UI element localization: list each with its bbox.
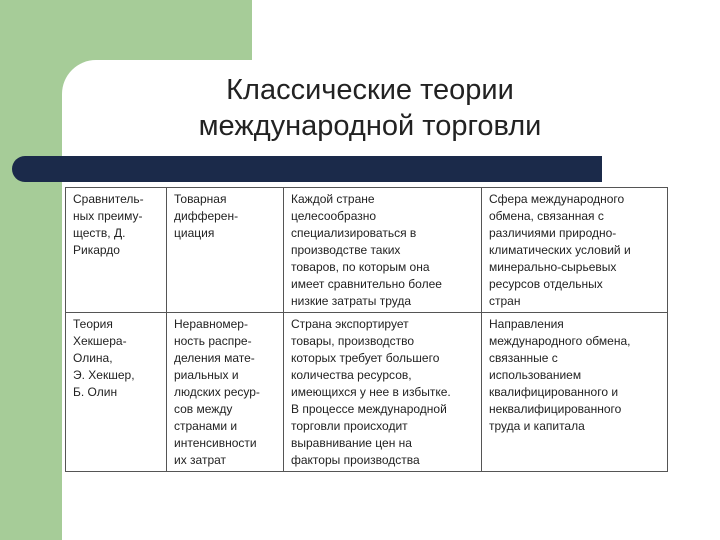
cell-text-line: климатических условий и — [489, 243, 631, 257]
cell-text-line: товары, производство — [291, 334, 415, 348]
table-row — [66, 188, 668, 313]
cell-text-line: сов между — [174, 402, 233, 416]
cell-text-line: стран — [489, 294, 521, 308]
slide-title-line-1: Классические теории — [226, 74, 514, 106]
cell-text-line: ресурсов отдельных — [489, 277, 603, 291]
table-cell-theory — [66, 188, 167, 313]
cell-text-line: Олина, — [73, 351, 113, 365]
title-underline-bar — [12, 156, 602, 182]
cell-text-line: В процессе международной — [291, 402, 447, 416]
cell-text-line: торговли происходит — [291, 419, 408, 433]
table-cell-principle — [284, 313, 482, 472]
cell-text-line: Сфера международного — [489, 192, 625, 206]
cell-text-line: имеющихся у нее в избытке. — [291, 385, 451, 399]
cell-text-line: Страна экспортирует — [291, 317, 409, 331]
slide-title — [150, 72, 590, 144]
cell-text-line: дифферен- — [174, 209, 239, 223]
cell-text-line: Неравномер- — [174, 317, 248, 331]
cell-text-line: риальных и — [174, 368, 239, 382]
cell-text-line: товаров, по которым она — [291, 260, 430, 274]
table-cell-basis — [167, 313, 284, 472]
cell-text-line: низкие затраты труда — [291, 294, 412, 308]
cell-text-line: квалифицированного и — [489, 385, 619, 399]
table-body — [66, 188, 668, 472]
cell-text-line: Товарная — [174, 192, 227, 206]
cell-text-line: международного обмена, — [489, 334, 631, 348]
cell-text-line: которых требует большего — [291, 351, 440, 365]
table-cell-theory — [66, 313, 167, 472]
cell-text-line: количества ресурсов, — [291, 368, 412, 382]
table-cell-basis — [167, 188, 284, 313]
cell-text-line: людских ресур- — [174, 385, 260, 399]
cell-text-line: ность распре- — [174, 334, 252, 348]
cell-text-line: выравнивание цен на — [291, 436, 412, 450]
cell-text-line: ных преиму- — [73, 209, 143, 223]
cell-text-line: труда и капитала — [489, 419, 585, 433]
table-row — [66, 313, 668, 472]
cell-text-line: различиями природно- — [489, 226, 617, 240]
cell-text-line: специализироваться в — [291, 226, 417, 240]
cell-text-line: использованием — [489, 368, 582, 382]
cell-text-line: Направления — [489, 317, 564, 331]
cell-text-line: странами и — [174, 419, 238, 433]
cell-text-line: деления мате- — [174, 351, 255, 365]
cell-text-line: неквалифицированного — [489, 402, 622, 416]
cell-text-line: Сравнитель- — [73, 192, 144, 206]
cell-text-line: производстве таких — [291, 243, 401, 257]
table-cell-scope — [482, 313, 668, 472]
table-cell-principle — [284, 188, 482, 313]
decor-green-left — [0, 0, 62, 540]
cell-text-line: имеет сравнительно более — [291, 277, 442, 291]
cell-text-line: Б. Олин — [73, 385, 118, 399]
cell-text-line: Рикардо — [73, 243, 120, 257]
cell-text-line: минерально-сырьевых — [489, 260, 617, 274]
cell-text-line: Хекшера- — [73, 334, 127, 348]
slide-title-line-2: международной торговли — [198, 110, 542, 142]
cell-text-line: Каждой стране — [291, 192, 375, 206]
theories-table — [65, 187, 668, 472]
cell-text-line: интенсивности — [174, 436, 257, 450]
cell-text-line: Э. Хекшер, — [73, 368, 135, 382]
cell-text-line: циация — [174, 226, 215, 240]
cell-text-line: ществ, Д. — [73, 226, 126, 240]
cell-text-line: обмена, связанная с — [489, 209, 604, 223]
cell-text-line: их затрат — [174, 453, 227, 467]
table-cell-scope — [482, 188, 668, 313]
cell-text-line: факторы производства — [291, 453, 420, 467]
cell-text-line: целесообразно — [291, 209, 377, 223]
cell-text-line: Теория — [73, 317, 113, 331]
cell-text-line: связанные с — [489, 351, 558, 365]
